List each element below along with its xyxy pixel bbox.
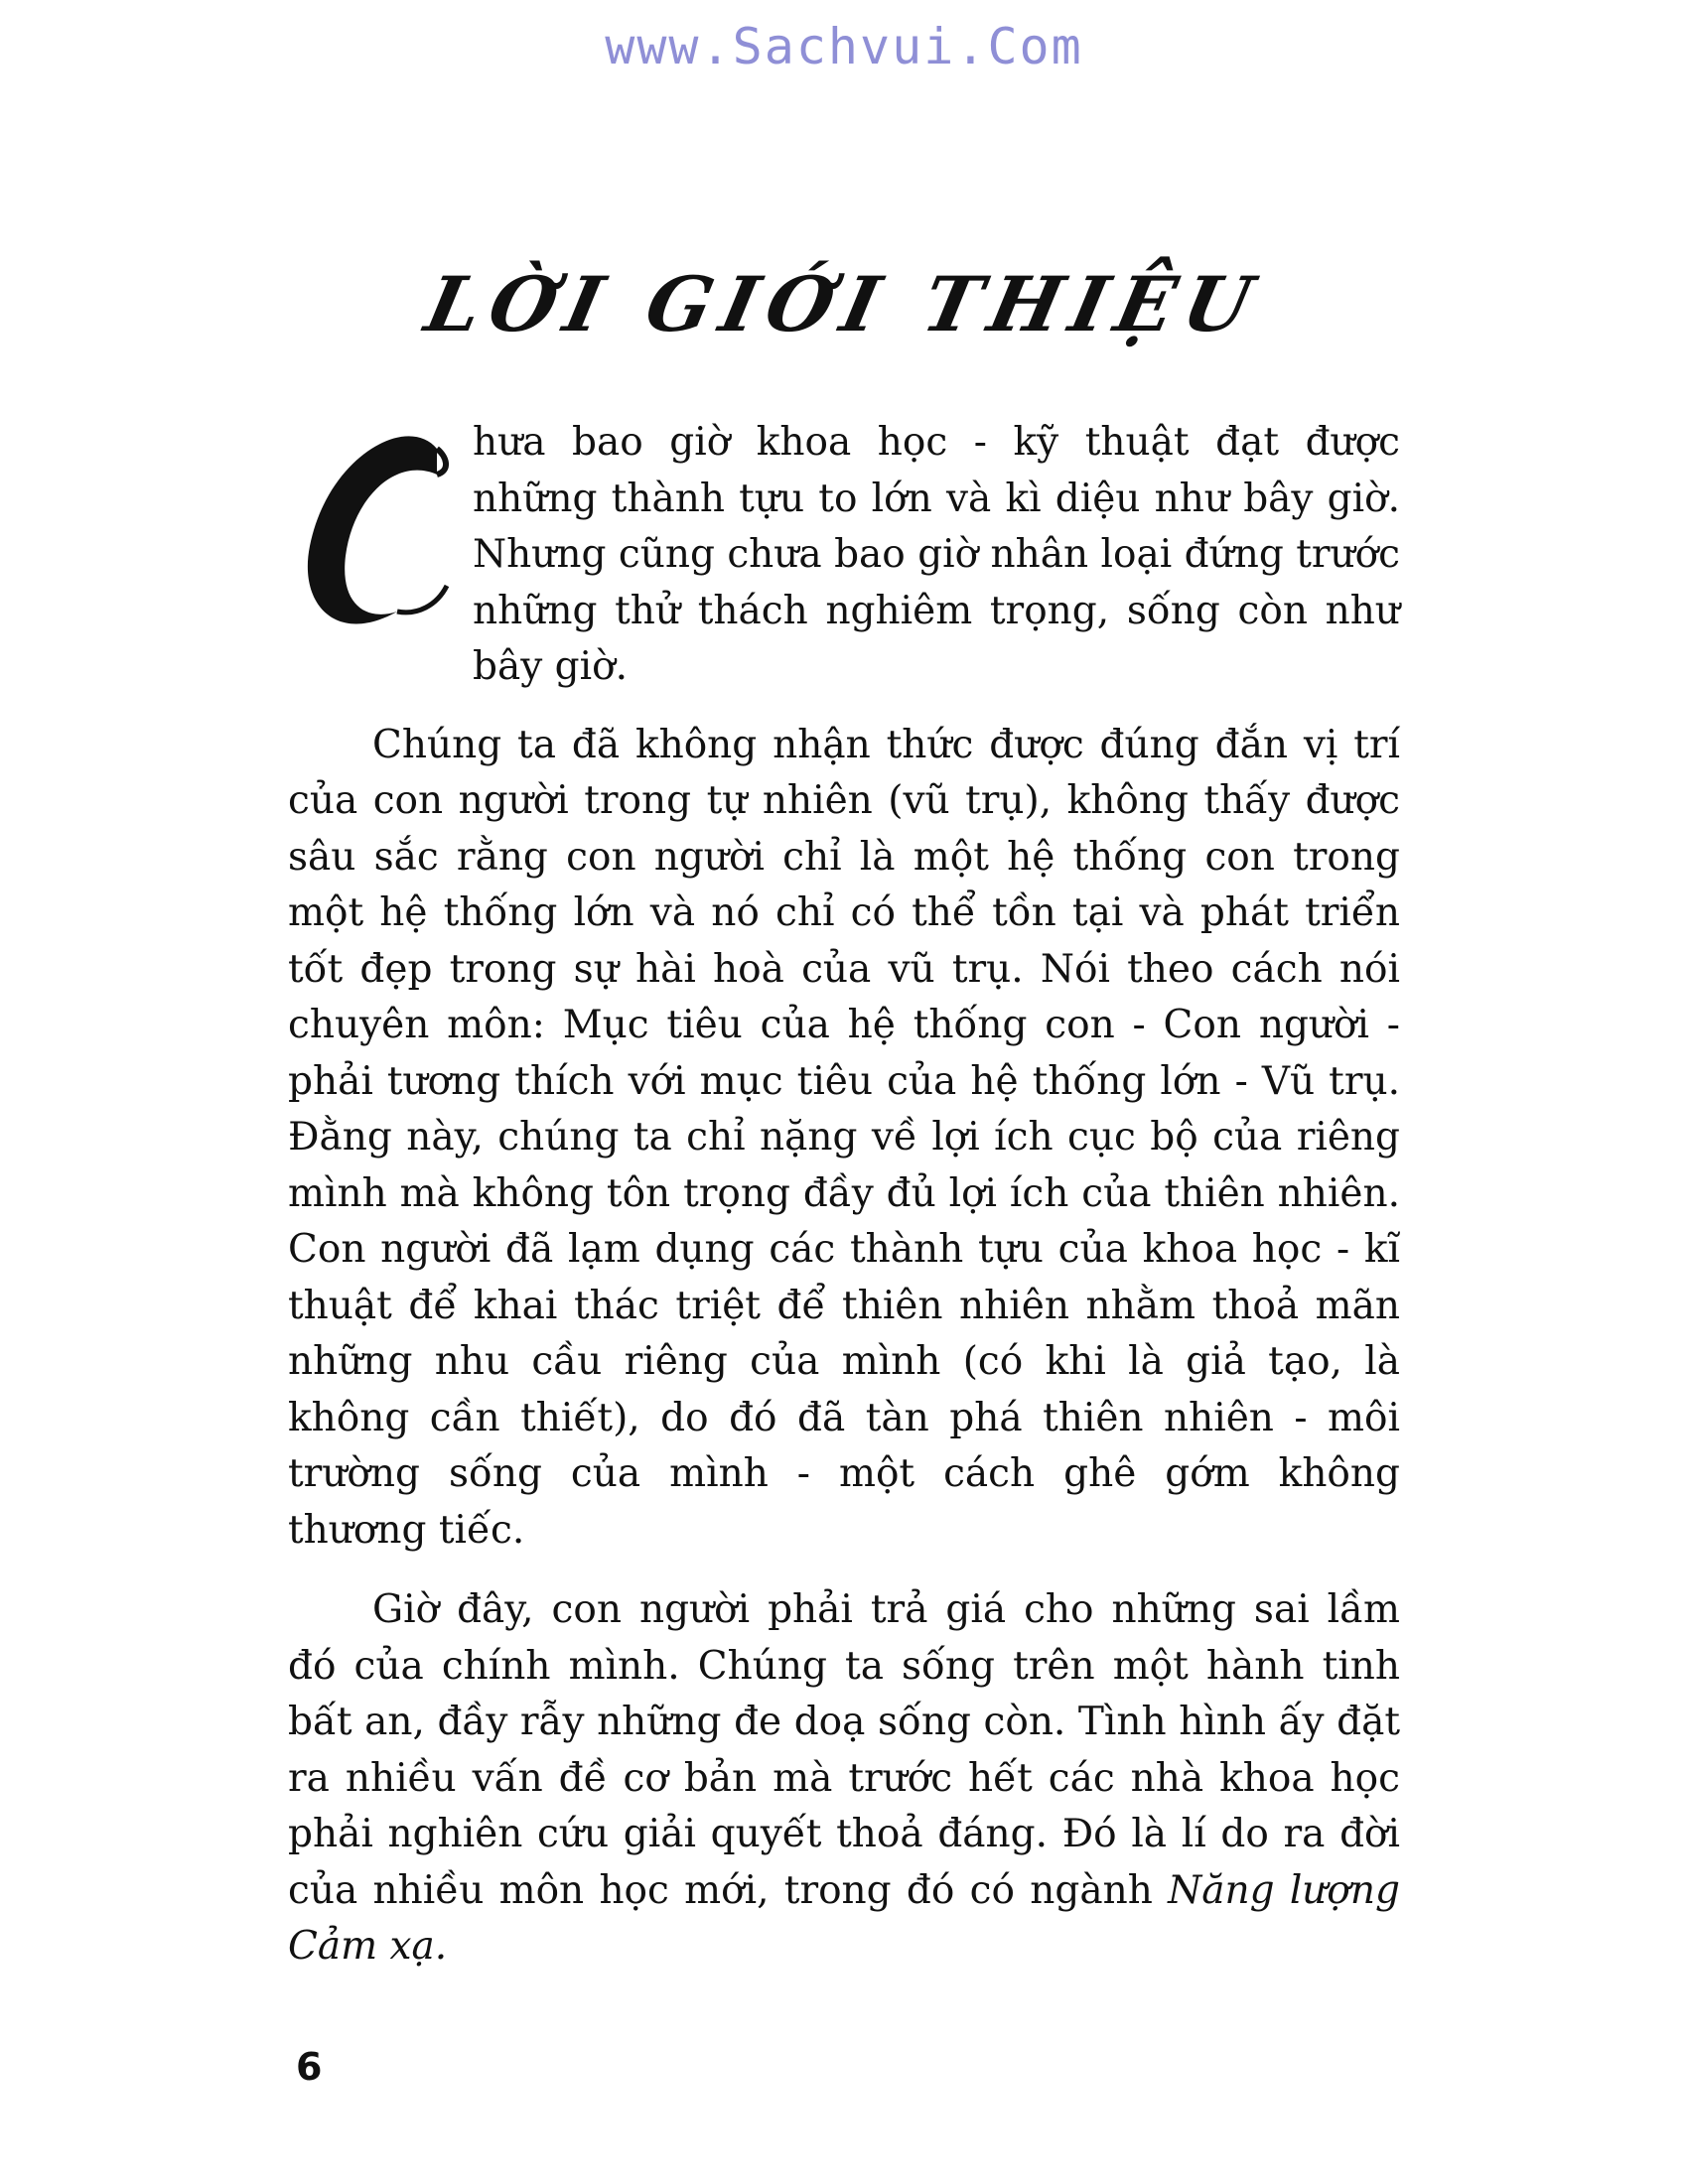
paragraph-3	[288, 1582, 1400, 1976]
body-text	[288, 415, 1400, 1976]
drop-cap-letter	[288, 417, 467, 641]
paragraph-3-text: Giờ đây, con người phải trả giá cho những sai lầm đó của chính mình. Chúng ta sống trên một hành tinh bất an, đầy rẫy những đe doạ sống còn. Tình hình ấy đặt ra nhiều vấn đề cơ bản mà trước hết các nhà khoa học phải nghiên cứu giải quyết thoả đáng. Đó là lí do ra đời của nhiều môn học mới, trong đó có ngành	[288, 1587, 1400, 1913]
watermark-text: www.Sachvui.Com	[605, 18, 1083, 75]
paragraph-1	[288, 415, 1400, 696]
paragraph-1-text: hưa bao giờ khoa học - kỹ thuật đạt được những thành tựu to lớn và kì diệu như bây giờ. Nhưng cũng chưa bao giờ nhân loại đứng trước những thử thách nghiêm trọng, sống còn như bây giờ.	[473, 420, 1400, 689]
page-number: 6	[296, 2045, 323, 2089]
page-title: LỜI GIỚI THIỆU	[418, 260, 1270, 348]
paragraph-3-italic-term: Năng lượng Cảm xạ.	[288, 1867, 1400, 1969]
paragraph-2: Chúng ta đã không nhận thức được đúng đắn vị trí của con người trong tự nhiên (vũ trụ), không thấy được sâu sắc rằng con người chỉ là một hệ thống con trong một hệ thống lớn và nó chỉ có thể tồn tại và phát triển tốt đẹp trong sự hài hoà của vũ trụ. Nói theo cách nói chuyên môn: Mục tiêu của hệ thống con - Con người - phải tương thích với mục tiêu của hệ thống lớn - Vũ trụ. Đằng này, chúng ta chỉ nặng về lợi ích cục bộ của riêng mình mà không tôn trọng đầy đủ lợi ích của thiên nhiên. Con người đã lạm dụng các thành tựu của khoa học - kĩ thuật để khai thác triệt để thiên nhiên nhằm thoả mãn những nhu cầu riêng của mình (có khi là giả tạo, là không cần thiết), do đó đã tàn phá thiên nhiên - môi trường sống của mình - một cách ghê gớm không thương tiếc.	[288, 722, 1400, 1553]
